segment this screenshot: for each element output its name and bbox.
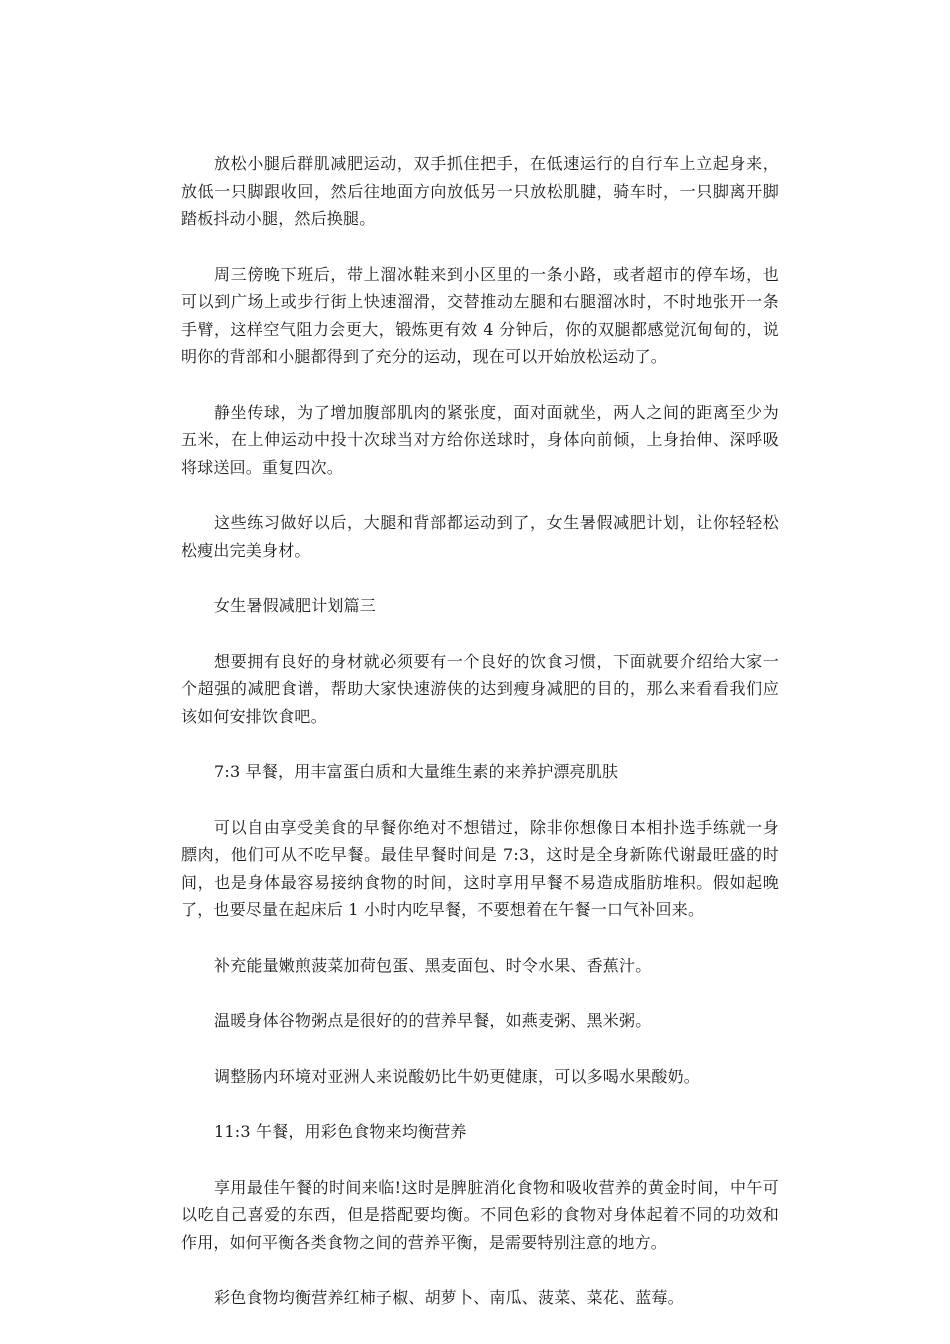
heading-lunch: 11:3 午餐，用彩色食物来均衡营养 bbox=[214, 1122, 467, 1141]
paragraph-ball-pass: 静坐传球，为了增加腹部肌肉的紧张度，面对面就坐，两人之间的距离至少为五米，在上伸运动中投十次球当对方给你送球时，身体向前倾，上身抬伸、深呼吸将球送回。重复四次。 bbox=[181, 402, 779, 477]
paragraph-energy: 补充能量嫩煎菠菜加荷包蛋、黑麦面包、时令水果、香蕉汁。 bbox=[214, 955, 652, 975]
paragraph-summary: 这些练习做好以后，大腿和背部都运动到了，女生暑假减肥计划，让你轻轻松松瘦出完美身材。 bbox=[181, 513, 779, 560]
heading-breakfast: 7:3 早餐，用丰富蛋白质和大量维生素的来养护漂亮肌肤 bbox=[214, 762, 619, 781]
paragraph-diet-intro: 想要拥有良好的身材就必须要有一个良好的饮食习惯，下面就要介绍给大家一个超强的减肥食谱，帮助大家快速游侠的达到瘦身减肥的目的，那么来看看我们应该如何安排饮食吧。 bbox=[181, 651, 779, 726]
paragraph-colorful-food: 彩色食物均衡营养红柿子椒、胡萝卜、南瓜、菠菜、菜花、蓝莓。 bbox=[214, 1288, 684, 1307]
paragraph-porridge: 温暖身体谷物粥点是很好的的营养早餐，如燕麦粥、黑米粥。 bbox=[214, 1011, 652, 1030]
paragraph-yogurt: 调整肠内环境对亚洲人来说酸奶比牛奶更健康，可以多喝水果酸奶。 bbox=[214, 1066, 701, 1086]
document-body bbox=[181, 150, 779, 1340]
paragraph-lunch: 享用最佳午餐的时间来临!这时是脾脏消化食物和吸收营养的黄金时间，中午可以吃自己喜爱的东西，但是搭配要均衡。不同色彩的食物对身体起着不同的功效和作用，如何平衡各类食物之间的营养平衡，是需要特别注意的地方。 bbox=[181, 1177, 779, 1252]
section-heading-part-three: 女生暑假减肥计划篇三 bbox=[214, 596, 377, 615]
paragraph-skating: 周三傍晚下班后，带上溜冰鞋来到小区里的一条小路，或者超市的停车场，也可以到广场上或步行街上快速溜滑，交替推动左腿和右腿溜冰时，不时地张开一条手臂，这样空气阻力会更大，锻炼更有效 4 分钟后，你的双腿都感觉沉甸甸的，说明你的背部和小腿都得到了充分的运动，现在可以开始放松运动了。 bbox=[181, 264, 779, 366]
paragraph-calf-relax: 放松小腿后群肌减肥运动，双手抓住把手，在低速运行的自行车上立起身来，放低一只脚跟收回，然后往地面方向放低另一只放松肌腱，骑车时，一只脚离开脚踏板抖动小腿，然后换腿。 bbox=[181, 154, 779, 228]
paragraph-breakfast: 可以自由享受美食的早餐你绝对不想错过，除非你想像日本相扑选手练就一身膘肉，他们可从不吃早餐。最佳早餐时间是 7:3，这时是全身新陈代谢最旺盛的时间，也是身体最容易接纳食物的时间，这时享用早餐不易造成脂肪堆积。假如起晚了，也要尽量在起床后 1 小时内吃早餐，不要想着在午餐一口气补回来。 bbox=[181, 817, 779, 919]
